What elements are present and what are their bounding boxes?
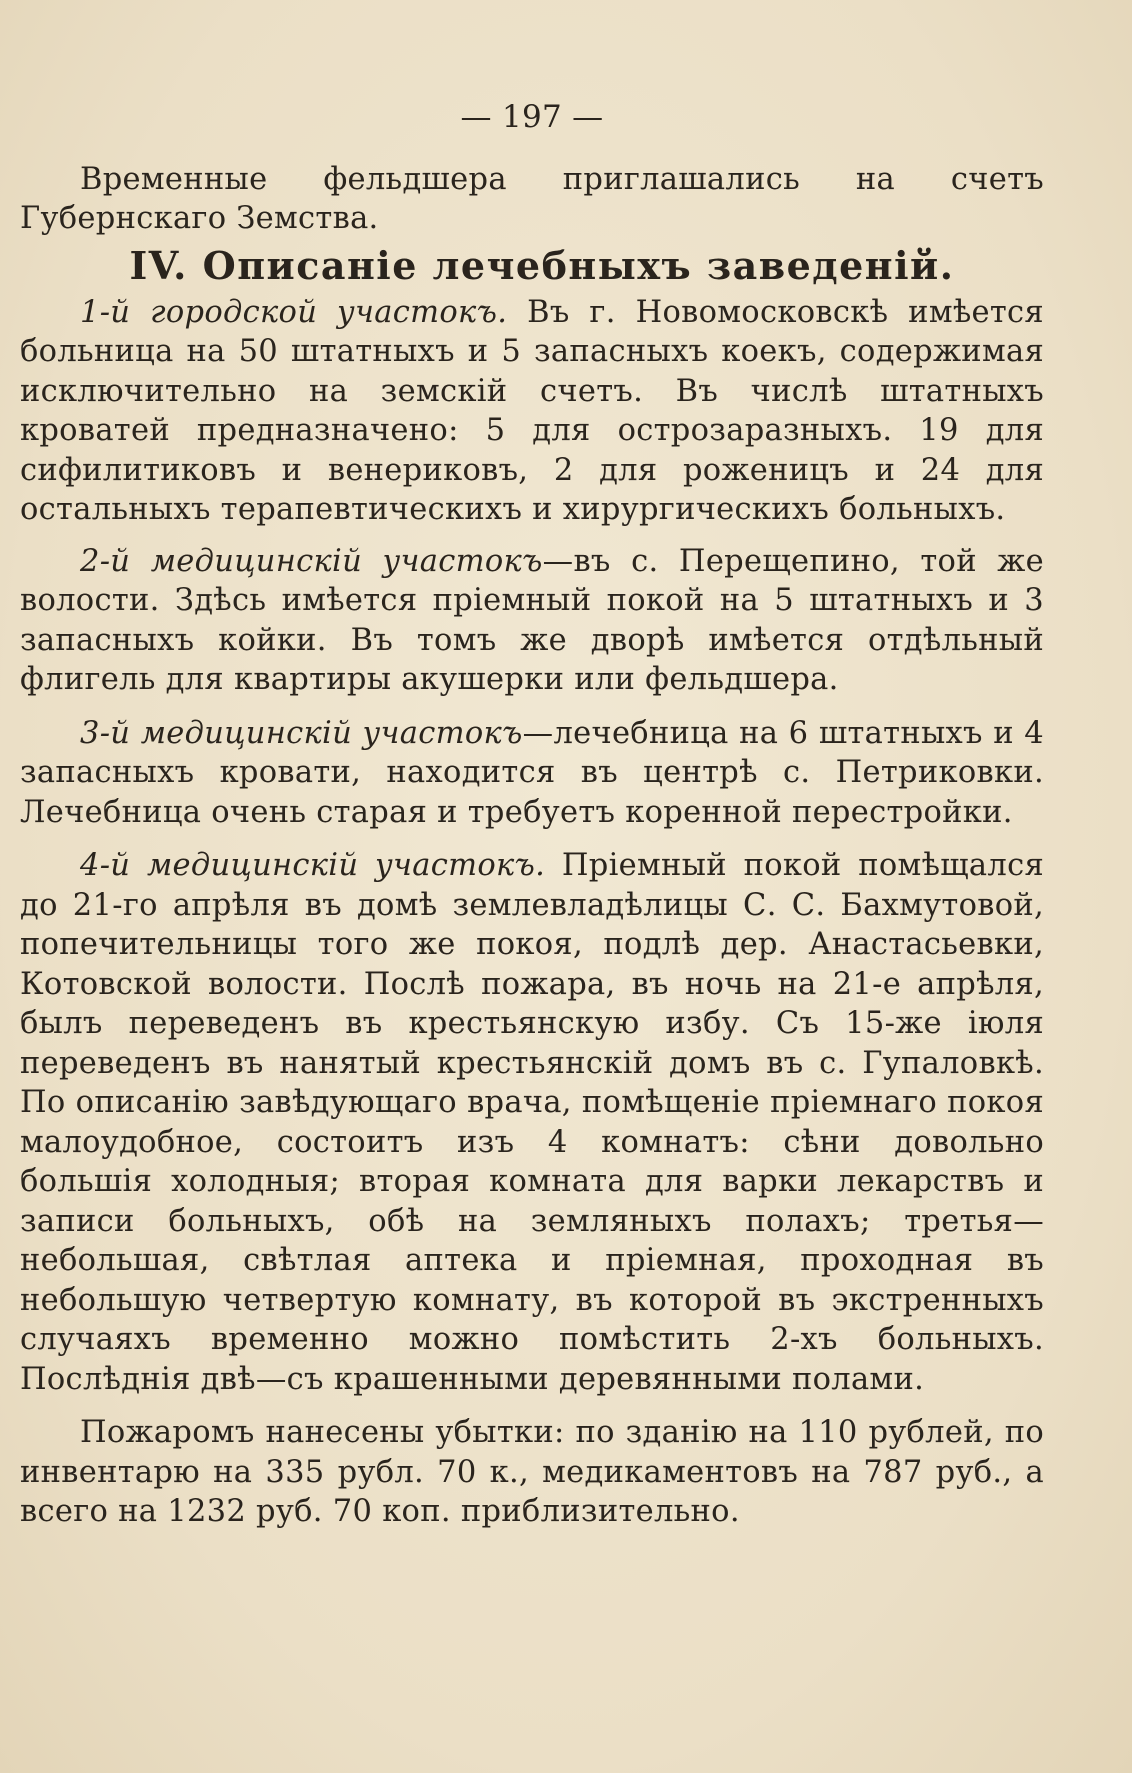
paragraph-5: Пожаромъ нанесены убытки: по зданію на 110 рублей, по инвентарю на 335 рубл. 70 к., медикаментовъ на 787 руб., а всего на 1232 руб. 70 коп. приблизительно. [20, 1415, 1044, 1529]
paragraph-4 [20, 846, 1044, 1399]
paragraph-4-text: Пріемный покой помѣщался до 21-го апрѣля въ домѣ землевладѣлицы С. С. Бахмутовой, попечительницы того же покоя, подлѣ дер. Анастасьевки, Котовской волости. Послѣ пожара, въ ночь на 21-е апрѣля, былъ переведенъ въ крестьянскую избу. Съ 15-же іюля переведенъ въ нанятый крестьянскій домъ въ с. Гупаловкѣ. По описанію завѣдующаго врача, помѣщеніе пріемнаго покоя малоудобное, состоитъ изъ 4 комнатъ: сѣни довольно большія холодныя; вторая комната для варки лекарствъ и записи больныхъ, обѣ на земляныхъ полахъ; третья—небольшая, свѣтлая аптека и пріемная, проходная въ небольшую четвертую комнату, въ которой въ экстренныхъ случаяхъ временно можно помѣстить 2-хъ больныхъ. Послѣднія двѣ—съ крашенными деревянными полами. [20, 848, 1045, 1397]
paragraph-2-lead: 2-й медицинскій участокъ [80, 543, 543, 579]
paragraph-3 [20, 714, 1044, 833]
page-text [20, 98, 1044, 1532]
paragraph-1-lead: 1-й городской участокъ. [80, 294, 508, 330]
section-heading: IV. Описаніе лечебныхъ заведеній. [129, 242, 955, 288]
page-number: — 197 — [460, 99, 604, 135]
paragraph-4-lead: 4-й медицинскій участокъ. [80, 848, 546, 883]
paragraph-3-lead: 3-й медицинскій участокъ [80, 715, 523, 751]
paragraph-2-text: —въ с. Перещепино, той же волости. Здѣсь имѣется пріемный покой на 5 штатныхъ и 3 запасныхъ койки. Въ томъ же дворѣ имѣется отдѣльный флигель для квартиры акушерки или фельдшера. [20, 543, 1044, 697]
intro-paragraph: Временные фельдшера приглашались на счетъ Губернскаго Земства. [20, 161, 1044, 236]
paragraph-2 [20, 542, 1044, 700]
paragraph-1-text: Въ г. Новомосковскѣ имѣется больница на 50 штатныхъ и 5 запасныхъ коекъ, содержимая исключительно на земскій счетъ. Въ числѣ штатныхъ кроватей предназначено: 5 для острозаразныхъ. 19 для сифилитиковъ и венериковъ, 2 для роженицъ и 24 для остальныхъ терапевтическихъ и хирургическихъ больныхъ. [20, 294, 1044, 527]
paragraph-1 [20, 293, 1044, 530]
paragraph-3-text: —лечебница на 6 штатныхъ и 4 запасныхъ кровати, находится въ центрѣ с. Петриковки. Лечебница очень старая и требуетъ коренной перестройки. [20, 715, 1044, 830]
